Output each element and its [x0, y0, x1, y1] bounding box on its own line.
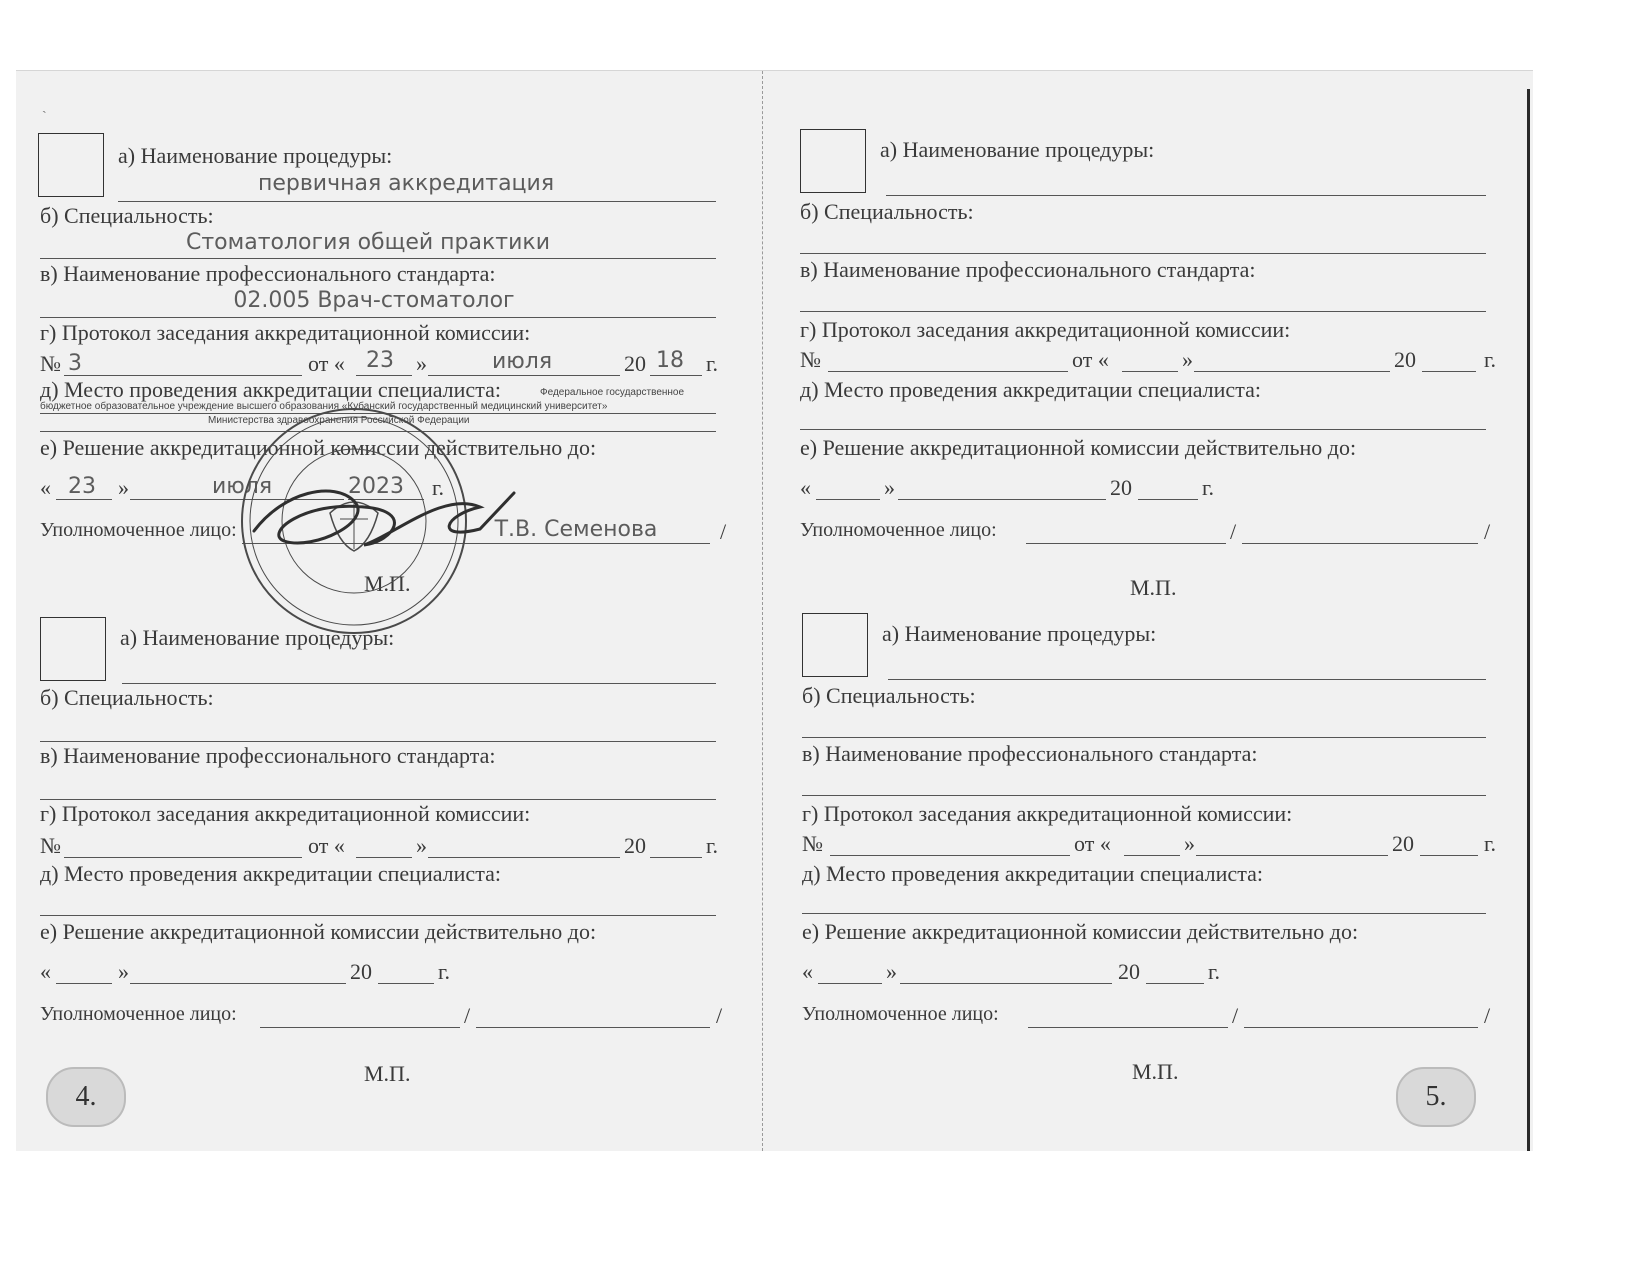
authorized-line-2 — [1244, 1027, 1478, 1028]
valid-year-suffix: г. — [432, 475, 445, 500]
protocol-no-label: № — [40, 351, 61, 376]
valid-month-line — [130, 983, 346, 984]
entry-empty-left — [16, 617, 762, 1117]
protocol-day-value: 23 — [366, 348, 394, 373]
entry-checkbox — [38, 133, 104, 197]
procedure-line — [122, 683, 716, 684]
valid-year-suffix: г. — [1208, 959, 1221, 984]
protocol-label: г) Протокол заседания аккредитационной комиссии: — [40, 320, 531, 345]
valid-year-line — [1146, 983, 1204, 984]
specialty-line — [800, 253, 1486, 254]
standard-line — [40, 799, 716, 800]
valid-year-prefix: 20 — [1118, 959, 1140, 984]
standard-line — [802, 795, 1486, 796]
valid-year-prefix: 20 — [1110, 475, 1132, 500]
procedure-label: а) Наименование процедуры: — [880, 137, 1155, 162]
place-value-line1: Федеральное государственное — [540, 387, 685, 398]
page-right — [766, 71, 1533, 1151]
entry-checkbox — [40, 617, 106, 681]
procedure-label: а) Наименование процедуры: — [882, 621, 1157, 646]
valid-year-line — [378, 983, 434, 984]
entry-empty-right-1 — [766, 129, 1533, 629]
valid-close-quote: » — [886, 959, 897, 984]
place-label: д) Место проведения аккредитации специалиста: — [800, 377, 1261, 402]
authorized-line-2 — [1242, 543, 1478, 544]
authorized-label: Уполномоченное лицо: — [800, 519, 997, 541]
valid-label: е) Решение аккредитационной комиссии действительно до: — [40, 919, 597, 944]
specialty-line — [40, 258, 716, 259]
authorized-slash-2: / — [1484, 1003, 1491, 1028]
specialty-line — [40, 741, 716, 742]
valid-year-value: 2023 — [348, 474, 404, 499]
authorized-slash-1: / — [1232, 1003, 1239, 1028]
valid-day-line — [818, 983, 882, 984]
protocol-year-prefix: 20 — [624, 351, 646, 376]
protocol-no-line — [828, 371, 1068, 372]
valid-year-suffix: г. — [1202, 475, 1215, 500]
protocol-year-line — [650, 375, 702, 376]
entry-filled — [16, 71, 762, 596]
protocol-year-suffix: г. — [706, 833, 719, 858]
standard-line — [40, 317, 716, 318]
valid-year-suffix: г. — [438, 959, 451, 984]
protocol-month-value: июля — [491, 349, 553, 374]
procedure-line — [118, 201, 716, 202]
valid-label: е) Решение аккредитационной комиссии действительно до: — [802, 919, 1359, 944]
valid-open-quote: « — [800, 475, 811, 500]
authorized-line-2 — [476, 1027, 710, 1028]
mp-label: М.П. — [1132, 1059, 1179, 1084]
protocol-year-line — [1420, 855, 1478, 856]
protocol-no-label: № — [40, 833, 61, 858]
protocol-label: г) Протокол заседания аккредитационной комиссии: — [40, 801, 531, 826]
protocol-day-close: » — [1182, 347, 1193, 372]
place-label: д) Место проведения аккредитации специалиста: — [40, 377, 501, 402]
protocol-from-label: от « — [308, 351, 345, 376]
page-edge-shadow — [1527, 89, 1530, 1151]
standard-label: в) Наименование профессионального стандарта: — [800, 257, 1256, 282]
standard-label: в) Наименование профессионального стандарта: — [40, 261, 496, 286]
specialty-label: б) Специальность: — [800, 199, 974, 224]
specialty-label: б) Специальность: — [40, 685, 214, 710]
procedure-line — [886, 195, 1486, 196]
valid-close-quote: » — [118, 475, 129, 500]
protocol-label: г) Протокол заседания аккредитационной комиссии: — [802, 801, 1293, 826]
authorized-line-1 — [1026, 543, 1226, 544]
authorized-slash-1: / — [464, 1003, 471, 1028]
protocol-month-line — [1196, 855, 1388, 856]
place-label: д) Место проведения аккредитации специалиста: — [802, 861, 1263, 886]
place-line — [800, 429, 1486, 430]
handwritten-signature — [244, 471, 524, 561]
authorized-line-1 — [260, 1027, 460, 1028]
specialty-line — [802, 737, 1486, 738]
entry-checkbox — [800, 129, 866, 193]
protocol-day-line — [356, 857, 412, 858]
protocol-year-prefix: 20 — [1392, 831, 1414, 856]
mp-label: М.П. — [364, 571, 411, 596]
protocol-day-line — [356, 375, 412, 376]
valid-label: е) Решение аккредитационной комиссии действительно до: — [40, 435, 597, 460]
mp-label: М.П. — [1130, 575, 1177, 600]
signer-name: Т.В. Семенова — [494, 517, 658, 542]
protocol-month-line — [1194, 371, 1390, 372]
valid-day-line — [56, 983, 112, 984]
page-number-left: 4. — [46, 1067, 126, 1127]
protocol-year-value: 18 — [656, 348, 684, 373]
protocol-day-close: » — [416, 833, 427, 858]
place-value-line2: бюджетное образовательное учреждение высшего образования «Кубанский государственный медицинский университет» — [40, 401, 608, 412]
procedure-line — [888, 679, 1486, 680]
protocol-year-prefix: 20 — [1394, 347, 1416, 372]
valid-month-line — [900, 983, 1112, 984]
protocol-year-suffix: г. — [706, 351, 719, 376]
valid-day-line — [56, 499, 112, 500]
authorized-label: Уполномоченное лицо: — [802, 1003, 999, 1025]
mp-label: М.П. — [364, 1061, 411, 1086]
procedure-label: а) Наименование процедуры: — [120, 625, 395, 650]
valid-year-line — [1138, 499, 1198, 500]
place-line — [40, 915, 716, 916]
valid-day-value: 23 — [68, 474, 96, 499]
valid-month-value: июля — [211, 474, 273, 499]
entry-empty-right-2 — [766, 613, 1533, 1113]
valid-open-quote: « — [40, 959, 51, 984]
authorized-slash-2: / — [1484, 519, 1491, 544]
place-line — [802, 913, 1486, 914]
procedure-value: первичная аккредитация — [257, 171, 555, 196]
standard-line — [800, 311, 1486, 312]
protocol-from-label: от « — [1074, 831, 1111, 856]
authorized-line-1 — [1028, 1027, 1228, 1028]
standard-label: в) Наименование профессионального стандарта: — [40, 743, 496, 768]
entry-checkbox — [802, 613, 868, 677]
protocol-from-label: от « — [1072, 347, 1109, 372]
protocol-month-line — [428, 857, 620, 858]
authorized-slash-2: / — [716, 1003, 723, 1028]
standard-value: 02.005 Врач-стоматолог — [233, 288, 515, 313]
protocol-year-line — [650, 857, 702, 858]
valid-open-quote: « — [802, 959, 813, 984]
protocol-no-label: № — [802, 831, 823, 856]
valid-year-prefix: 20 — [350, 959, 372, 984]
protocol-from-label: от « — [308, 833, 345, 858]
procedure-label: а) Наименование процедуры: — [118, 143, 393, 168]
protocol-no-line — [64, 375, 302, 376]
valid-close-quote: » — [118, 959, 129, 984]
protocol-label: г) Протокол заседания аккредитационной комиссии: — [800, 317, 1291, 342]
authorized-label: Уполномоченное лицо: — [40, 1003, 237, 1025]
protocol-day-close: » — [1184, 831, 1195, 856]
protocol-year-suffix: г. — [1484, 347, 1497, 372]
specialty-label: б) Специальность: — [40, 203, 214, 228]
specialty-value: Стоматология общей практики — [186, 230, 550, 255]
protocol-year-line — [1422, 371, 1476, 372]
protocol-no-label: № — [800, 347, 821, 372]
protocol-no-value: 3 — [68, 351, 82, 376]
valid-open-quote: « — [40, 475, 51, 500]
protocol-year-suffix: г. — [1484, 831, 1497, 856]
valid-label: е) Решение аккредитационной комиссии действительно до: — [800, 435, 1357, 460]
authorized-slash: / — [720, 519, 727, 544]
protocol-day-line — [1122, 371, 1178, 372]
standard-label: в) Наименование профессионального стандарта: — [802, 741, 1258, 766]
protocol-day-line — [1124, 855, 1180, 856]
protocol-year-prefix: 20 — [624, 833, 646, 858]
page-number-right: 5. — [1396, 1067, 1476, 1127]
corner-mark: ˎ — [42, 99, 47, 114]
authorized-label: Уполномоченное лицо: — [40, 519, 237, 541]
place-value-line3: Министерства здравоохранения Российской Федерации — [208, 415, 470, 426]
page-left — [16, 71, 762, 1151]
valid-close-quote: » — [884, 475, 895, 500]
protocol-month-line — [428, 375, 620, 376]
certificate-spread — [16, 70, 1533, 1151]
authorized-slash-1: / — [1230, 519, 1237, 544]
specialty-label: б) Специальность: — [802, 683, 976, 708]
protocol-no-line — [64, 857, 302, 858]
protocol-no-line — [830, 855, 1070, 856]
place-label: д) Место проведения аккредитации специалиста: — [40, 861, 501, 886]
valid-month-line — [898, 499, 1106, 500]
protocol-day-close: » — [416, 351, 427, 376]
valid-day-line — [816, 499, 880, 500]
